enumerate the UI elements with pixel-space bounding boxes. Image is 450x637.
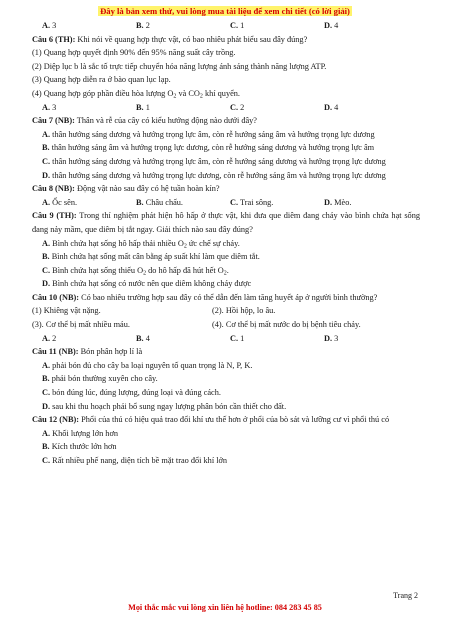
q12-option-a: A. Khối lượng lớn hơn [42, 428, 118, 438]
preview-banner-text: Đây là bản xem thử, vui lòng mua tài liệu để xem chi tiết (có lời giải) [100, 6, 350, 16]
question-content [32, 19, 420, 468]
q7-option-a: A. thân hướng sáng dương và hướng trọng lực âm, còn rễ hướng sáng âm và hướng trọng lực dương [42, 129, 375, 139]
q5-option-d: D. 4 [324, 21, 339, 30]
q8-stem: Câu 8 (NB): Động vật nào sau đây có hệ tuần hoàn kín? [32, 184, 220, 194]
q9-option-c: C. Bình chứa hạt sống thiếu $O_2$ do hô hấp đã hút hết $O_2$. [42, 265, 229, 277]
q9-stem: Câu 9 (TH): Trong thí nghiệm phát hiện hô hấp ở thực vật, khi đưa que diêm đang cháy vào bình chứa hạt sống đang nảy mầm, que diêm bị tắt ngay. Giải thích nào sau đây đúng? [32, 211, 420, 234]
q11-option-c: C. bón đúng lúc, đúng lượng, đúng loại và đúng cách. [42, 388, 221, 398]
q11-stem: Câu 11 (NB): Bón phân hợp lí là [32, 347, 143, 357]
q10-answer-row [32, 332, 420, 346]
q11-option-a: A. phải bón đủ cho cây ba loại nguyên tố quan trọng là N, P, K. [42, 360, 253, 370]
preview-banner [0, 6, 450, 16]
q10-statement-row-1 [32, 304, 420, 318]
q5-option-c: C. 1 [230, 21, 245, 30]
q8-option-a: A. Ốc sên. [42, 197, 78, 207]
q6-answer-row [32, 101, 420, 115]
page-number: Trang 2 [393, 591, 418, 600]
q6-statement-2: (2) Diệp lục b là sắc tố trực tiếp chuyển hóa năng lượng ánh sáng thành năng lượng ATP. [32, 61, 327, 71]
q12-option-c: C. Rất nhiều phế nang, diện tích bề mặt trao đổi khí lớn [42, 456, 228, 465]
q7-option-c: C. thân hướng sáng dương và hướng trọng lực âm, còn rễ hướng sáng dương và hướng trọng lực dương [42, 156, 386, 166]
q6-option-c: C. 2 [230, 102, 245, 112]
q10-option-a: A. 2 [42, 333, 57, 343]
q5-option-a: A. 3 [42, 21, 57, 30]
q6-statement-3: (3) Quang hợp diễn ra ở bào quan lục lạp. [32, 75, 171, 85]
q9-option-a: A. Bình chứa hạt sống hô hấp thải nhiều $O_2$ ức chế sự cháy. [42, 238, 240, 249]
hotline-footer: Mọi thắc mắc vui lòng xin liên hệ hotline: 084 283 45 85 [128, 603, 322, 612]
q10-option-d: D. 3 [324, 333, 339, 343]
q10-option-b: B. 4 [136, 333, 150, 343]
q10-statement-row-2 [32, 318, 420, 332]
q10-statement-4: (4). Cơ thể bị mất nước do bị bệnh tiêu chảy. [212, 320, 361, 330]
q8-option-c: C. Trai sông. [230, 197, 274, 207]
q7-option-d: D. thân hướng sáng dương và hướng trọng lực dương, còn rễ hướng sáng âm và hướng trọng lực dương [42, 170, 386, 180]
q6-option-d: D. 4 [324, 102, 339, 112]
q6-statement-4: (4) Quang hợp góp phần điều hòa lượng $O_2$ và $CO_2$ khí quyển. [32, 88, 241, 100]
q10-statement-3: (3). Cơ thể bị mất nhiều máu. [32, 320, 130, 330]
q9-option-d: D. Bình chứa hạt sống có nước nên que diêm không cháy được [42, 279, 252, 289]
q9-option-b: B. Bình chứa hạt sống mất cân bằng áp suất khí làm que diêm tắt. [42, 252, 260, 262]
q10-statement-1: (1) Khiêng vật nặng. [32, 306, 101, 316]
q7-stem: Câu 7 (NB): Thân và rễ của cây có kiểu hướng động nào dưới đây? [32, 116, 257, 126]
q5-option-b: B. 2 [136, 21, 150, 30]
q10-stem: Câu 10 (NB): Có bao nhiêu trường hợp sau đây có thể dẫn đến làm tăng huyết áp ở người bình thường? [32, 292, 378, 302]
q8-option-d: D. Mèo. [324, 197, 352, 207]
q6-stem: Câu 6 (TH): Khi nói về quang hợp thực vật, có bao nhiêu phát biểu sau đây đúng? [32, 34, 308, 44]
q8-option-b: B. Châu chấu. [136, 197, 184, 207]
q12-option-b: B. Kích thước lớn hơn [42, 442, 117, 452]
q7-option-b: B. thân hướng sáng âm và hướng trọng lực dương, còn rễ hướng sáng dương và hướng trọng lực âm [42, 143, 375, 153]
q5-answer-row [32, 19, 420, 33]
q10-statement-2: (2). Hồi hộp, lo âu. [212, 306, 276, 316]
q10-option-c: C. 1 [230, 333, 245, 343]
q6-option-b: B. 1 [136, 102, 150, 112]
q8-answer-row [32, 196, 420, 210]
q6-statement-1: (1) Quang hợp quyết định 90% đến 95% năng suất cây trồng. [32, 48, 236, 58]
q12-stem: Câu 12 (NB): Phổi của thú có hiệu quả trao đổi khí ưu thế hơn ở phổi của bò sát và lưỡng cư vì phổi thú có [32, 415, 390, 425]
q11-option-b: B. phải bón thường xuyên cho cây. [42, 374, 158, 384]
q11-option-d: D. sau khi thu hoạch phải bổ sung ngay lượng phân bón cần thiết cho đất. [42, 401, 287, 411]
q6-option-a: A. 3 [42, 102, 57, 112]
